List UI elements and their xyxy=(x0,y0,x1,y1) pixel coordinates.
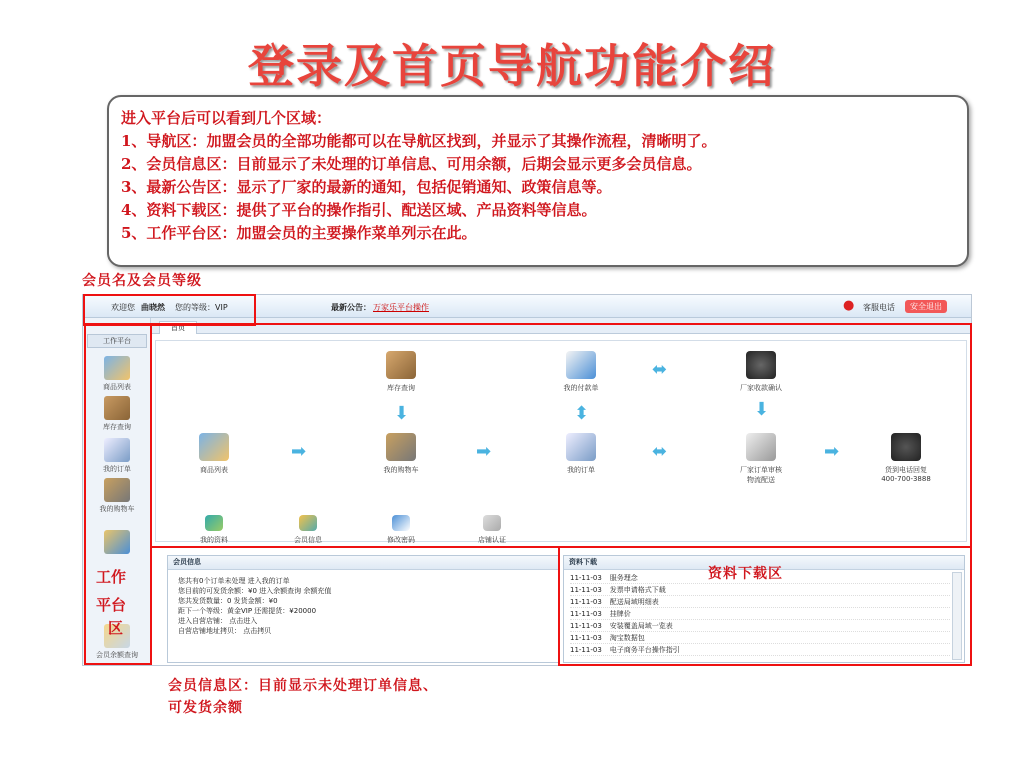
arrow-right-icon: ➡ xyxy=(291,441,307,462)
download-title: 安装覆盖局域一览表 xyxy=(609,622,673,630)
member-info-line: 您目前的可发货余额：¥0 进入余额查询 余额充值 xyxy=(178,587,332,595)
username: 曲晓然 xyxy=(141,303,165,312)
download-title: 配送局域明细表 xyxy=(609,598,659,606)
intro-line: 3、最新公告区：显示了厂家的最新的通知，包括促销通知、政策信息等。 xyxy=(121,178,612,196)
download-date: 11-11-03 xyxy=(570,610,602,618)
service-link[interactable]: 客服电话 xyxy=(863,303,895,312)
member-info-line: 进入自营店铺： 点击进入 xyxy=(178,617,258,625)
flow-service[interactable]: 货到电话回复 400-700-3888 xyxy=(856,433,956,483)
work-platform-label-2: 平台 xyxy=(96,596,127,614)
page-title: 登录及首页导航功能介绍 xyxy=(248,39,776,93)
sidebar-item-orders[interactable]: 我的订单 xyxy=(89,438,145,474)
arrow-both-icon: ⬌ xyxy=(652,441,668,462)
intro-line: 5、工作平台区：加盟会员的主要操作菜单列示在此。 xyxy=(121,224,477,242)
download-date: 11-11-03 xyxy=(570,622,602,630)
work-platform-label-1: 工作 xyxy=(96,568,127,586)
intro-line: 2、会员信息区：目前显示了未处理的订单信息、可用余额，后期会显示更多会员信息。 xyxy=(121,155,702,173)
intro-line: 4、资料下载区：提供了平台的操作指引、配送区域、产品资料等信息。 xyxy=(121,201,597,219)
member-info-header: 会员信息 xyxy=(168,556,558,570)
download-title: 挂牌价 xyxy=(609,610,631,618)
member-info-line: 您共发货数量：0 发货金额：¥0 xyxy=(178,597,278,605)
flow-factory-confirm[interactable]: 厂家收款确认 xyxy=(721,351,801,393)
member-name-highlight xyxy=(83,294,256,326)
download-date: 11-11-03 xyxy=(570,646,602,654)
member-info-line: 距下一个等级：黄金VIP 还需提货：¥20000 xyxy=(178,607,317,615)
member-info-line: 自营店铺地址拷贝： 点击拷贝 xyxy=(178,627,272,635)
flow-product-list[interactable]: 商品列表 xyxy=(174,433,254,475)
notice-link[interactable]: 万家乐平台操作 xyxy=(373,303,429,312)
intro-box xyxy=(107,95,969,267)
notice-label: 最新公告： xyxy=(331,303,371,312)
download-date: 11-11-03 xyxy=(570,574,602,582)
member-info-panel xyxy=(167,555,559,663)
sidebar-item-inventory[interactable]: 库存查询 xyxy=(89,396,145,432)
arrow-right-icon: ➡ xyxy=(824,441,840,462)
arrow-both-icon: ⬌ xyxy=(652,359,668,380)
flow-member-info[interactable]: 会员信息 xyxy=(268,515,348,545)
sidebar-item-product-list[interactable]: 商品列表 xyxy=(89,356,145,392)
flow-cart[interactable]: 我的购物车 xyxy=(361,433,441,475)
download-header: 资料下载 xyxy=(564,556,964,570)
work-platform-label-3: 区 xyxy=(108,619,124,637)
intro-line: 进入平台后可以看到几个区域： xyxy=(121,109,332,127)
download-title: 服务理念 xyxy=(609,574,638,582)
intro-line: 1、导航区：加盟会员的全部功能都可以在导航区找到，并显示了其操作流程，清晰明了。 xyxy=(121,132,717,150)
logout-button[interactable]: 安全退出 xyxy=(905,300,947,313)
member-name-annotation: 会员名及会员等级 xyxy=(82,273,202,289)
flow-shop-cert[interactable]: 店铺认证 xyxy=(452,515,532,545)
member-info-annotation-2: 可发货余额 xyxy=(168,700,243,716)
arrow-down-icon: ⬇ xyxy=(394,403,410,424)
member-level: 您的等级：VIP xyxy=(175,303,228,312)
flow-change-password[interactable]: 修改密码 xyxy=(361,515,441,545)
download-area-label: 资料下载区 xyxy=(708,566,783,582)
qq-icon[interactable]: ● xyxy=(843,298,855,313)
sidebar-tab[interactable]: 工作平台 xyxy=(87,334,147,348)
download-title: 电子商务平台操作指引 xyxy=(609,646,680,654)
flow-my-payment[interactable]: 我的付款单 xyxy=(541,351,621,393)
tab-home[interactable]: 首页 xyxy=(159,321,197,334)
flow-my-profile[interactable]: 我的资料 xyxy=(174,515,254,545)
flow-inventory[interactable]: 库存查询 xyxy=(361,351,441,393)
sidebar-item-balance[interactable]: 会员余额查询 xyxy=(89,624,145,660)
flow-factory-review[interactable]: 厂家订单审核 物流配送 xyxy=(721,433,801,485)
navigation-highlight xyxy=(150,323,972,548)
flow-my-order[interactable]: 我的订单 xyxy=(541,433,621,475)
download-date: 11-11-03 xyxy=(570,598,602,606)
member-info-line: 您共有0个订单未处理 进入我的订单 xyxy=(178,577,290,585)
download-date: 11-11-03 xyxy=(570,586,602,594)
download-title: 发票申请格式下载 xyxy=(609,586,666,594)
arrow-down-icon: ⬇ xyxy=(754,399,770,420)
arrow-right-icon: ➡ xyxy=(476,441,492,462)
sidebar-item-cart[interactable]: 我的购物车 xyxy=(89,478,145,514)
welcome-text: 欢迎您 xyxy=(111,303,135,312)
member-info-annotation-1: 会员信息区：目前显示未处理订单信息、 xyxy=(168,678,438,694)
download-date: 11-11-03 xyxy=(570,634,602,642)
arrow-updown-icon: ⬍ xyxy=(574,403,590,424)
download-title: 淘宝数据包 xyxy=(609,634,645,642)
